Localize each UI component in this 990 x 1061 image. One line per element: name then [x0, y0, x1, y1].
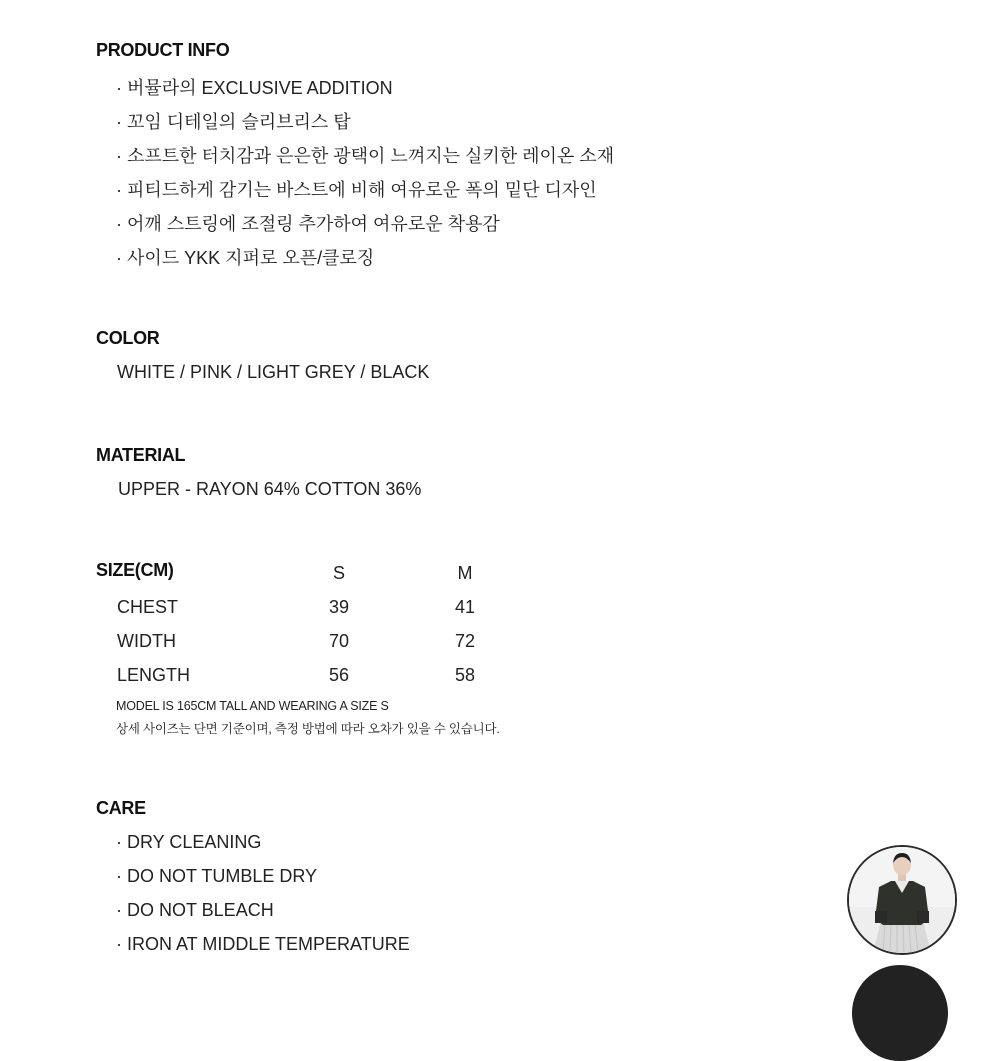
size-row-label: CHEST [117, 597, 179, 617]
material-value: UPPER - RAYON 64% COTTON 36% [118, 479, 422, 499]
size-note-measure: 상세 사이즈는 단면 기준이며, 측정 방법에 따라 오차가 있을 수 있습니다. [116, 722, 500, 736]
product-info-item: · 어깨 스트링에 조절링 추가하여 여유로운 착용감 [116, 214, 500, 234]
size-value-m: 41 [454, 597, 476, 617]
material-heading: MATERIAL [96, 445, 186, 465]
product-info-item: · 피티드하게 감기는 바스트에 비해 여유로운 폭의 밑단 디자인 [116, 180, 597, 200]
care-item: · IRON AT MIDDLE TEMPERATURE [116, 934, 410, 954]
size-value-s: 56 [328, 665, 350, 685]
color-value: WHITE / PINK / LIGHT GREY / BLACK [117, 362, 430, 382]
size-column-s: S [332, 563, 345, 583]
care-item: · DO NOT BLEACH [116, 900, 274, 920]
model-photo-icon [849, 847, 955, 953]
size-note-model: MODEL IS 165CM TALL AND WEARING A SIZE S [116, 699, 389, 713]
size-value-m: 72 [454, 631, 476, 651]
product-info-heading: PRODUCT INFO [96, 40, 230, 60]
care-heading: CARE [96, 798, 146, 818]
size-row-label: WIDTH [117, 631, 176, 651]
product-info-item: · 사이드 YKK 지퍼로 오픈/클로징 [116, 248, 375, 268]
size-value-s: 39 [328, 597, 350, 617]
scroll-top-button[interactable] [852, 965, 948, 1061]
product-info-item: · 버뮬라의 EXCLUSIVE ADDITION [116, 78, 393, 98]
size-value-m: 58 [454, 665, 476, 685]
model-photo-avatar[interactable] [847, 845, 957, 955]
care-item: · DO NOT TUMBLE DRY [116, 866, 318, 886]
color-heading: COLOR [96, 328, 160, 348]
size-column-m: M [457, 563, 473, 583]
care-item: · DRY CLEANING [116, 832, 262, 852]
product-info-item: · 소프트한 터치감과 은은한 광택이 느껴지는 실키한 레이온 소재 [116, 146, 615, 166]
size-heading: SIZE(CM) [96, 560, 174, 580]
size-row-label: LENGTH [117, 665, 191, 685]
size-value-s: 70 [328, 631, 350, 651]
product-info-item: · 꼬임 디테일의 슬리브리스 탑 [116, 112, 351, 132]
